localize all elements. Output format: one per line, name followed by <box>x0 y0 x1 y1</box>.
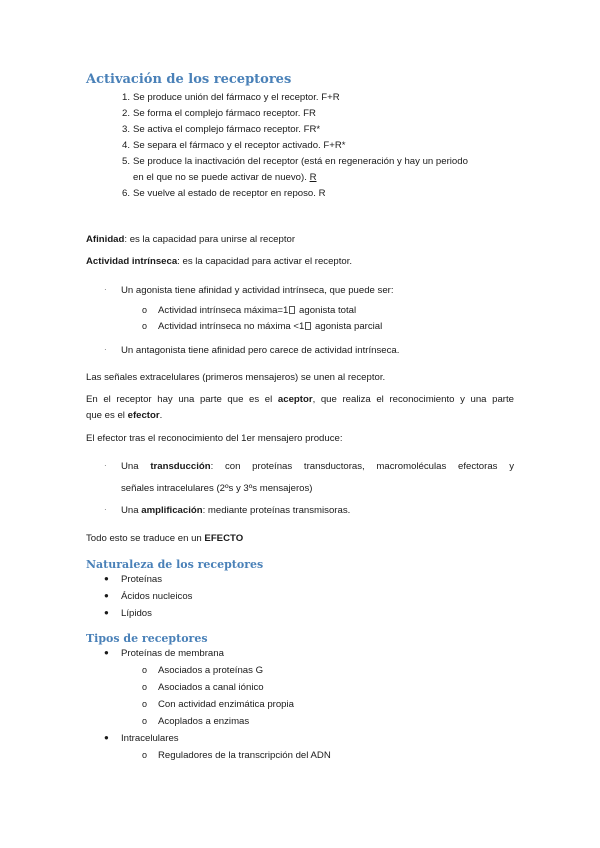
term-efector: efector <box>127 410 160 421</box>
sub-bullet-marker: o <box>142 305 148 315</box>
amp-pre: Una <box>121 505 139 516</box>
tipos-item-intracelulares: Intracelulares <box>121 733 179 744</box>
agonist-parcial <box>158 321 382 332</box>
membrana-subitem: Acoplados a enzimas <box>158 716 250 727</box>
definition-afinidad <box>86 234 514 245</box>
p2-a: En el receptor hay una parte que es el <box>86 394 273 405</box>
membrana-subitem: Asociados a proteínas G <box>158 665 264 676</box>
amplificacion-text <box>121 505 350 516</box>
membrana-subitem: Con actividad enzimática propia <box>158 699 294 710</box>
step-text-line2-main: en el que no se puede activar de nuevo). <box>133 172 307 183</box>
step-text: Se separa el fármaco y el receptor activado. F+R* <box>133 140 346 151</box>
step-text-line2 <box>133 172 317 183</box>
signals-paragraph-2-line1 <box>86 394 514 405</box>
section-title-naturaleza: Naturaleza de los receptores <box>86 558 264 571</box>
bullet-dot: ● <box>104 648 109 657</box>
sub-bullet-marker: o <box>142 321 148 331</box>
agonist-total-pre: Actividad intrínseca máxima=1 <box>158 305 289 316</box>
transduccion-line2: señales intracelulares (2ºs y 3ºs mensajeros) <box>121 483 313 494</box>
step-text: Se vuelve al estado de receptor en reposo. R <box>133 188 326 199</box>
bullet-dot: ● <box>104 574 109 583</box>
missing-glyph-box <box>289 306 295 314</box>
amp-text: : mediante proteínas transmisoras. <box>202 505 351 516</box>
p2-c: que es el <box>86 410 125 421</box>
term-aceptor: aceptor <box>277 394 313 405</box>
bullet-marker: · <box>104 461 107 470</box>
agonist-parcial-pre: Actividad intrínseca no máxima <1 <box>158 321 305 332</box>
naturaleza-item: Proteínas <box>121 574 163 585</box>
trans-pre: Una <box>121 461 139 472</box>
transduccion-line1 <box>121 461 514 472</box>
intracelulares-subitem: Reguladores de la transcripción del ADN <box>158 750 331 761</box>
naturaleza-item: Ácidos nucleicos <box>121 591 193 602</box>
membrana-subitem: Asociados a canal iónico <box>158 682 264 693</box>
step-text: Se activa el complejo fármaco receptor. FR* <box>133 124 321 135</box>
trans-text: : con proteínas transductoras, macromoléculas efectoras y <box>210 461 514 472</box>
bullet-marker: · <box>104 345 107 354</box>
section-title-activacion: Activación de los receptores <box>86 72 292 87</box>
agonist-total <box>158 305 356 316</box>
sub-bullet-marker: o <box>142 716 148 726</box>
definition-actividad-text: : es la capacidad para activar el receptor. <box>177 256 353 267</box>
bullet-marker: · <box>104 505 107 514</box>
effect-line <box>86 533 514 544</box>
step-number: 3. <box>121 124 130 135</box>
agonist-total-post: agonista total <box>299 305 357 316</box>
sub-bullet-marker: o <box>142 682 148 692</box>
term-amplificacion: amplificación <box>141 505 203 516</box>
signals-paragraph-2-line2 <box>86 410 514 421</box>
step-text: Se produce unión del fármaco y el receptor. F+R <box>133 92 340 103</box>
tipos-item-membrana: Proteínas de membrana <box>121 648 224 659</box>
effect-pre: Todo esto se traduce en un <box>86 533 202 544</box>
step-number: 5. <box>121 156 130 167</box>
p2-b: , que realiza el reconocimiento y una parte <box>312 394 515 405</box>
sub-bullet-marker: o <box>142 665 148 675</box>
term-transduccion: transducción <box>150 461 211 472</box>
signals-paragraph-3: El efector tras el reconocimiento del 1er mensajero produce: <box>86 433 343 444</box>
bullet-marker: · <box>104 285 107 294</box>
step-number: 2. <box>121 108 130 119</box>
step-number: 1. <box>121 92 130 103</box>
p2-d: . <box>159 410 163 421</box>
step-text-line1: Se produce la inactivación del receptor (está en regeneración y hay un periodo <box>133 156 468 167</box>
step-text: Se forma el complejo fármaco receptor. FR <box>133 108 316 119</box>
term-efecto: EFECTO <box>204 533 244 544</box>
term-actividad-intrinseca: Actividad intrínseca <box>86 256 178 267</box>
agonist-parcial-post: agonista parcial <box>315 321 383 332</box>
bullet-dot: ● <box>104 733 109 742</box>
step-number: 6. <box>121 188 130 199</box>
signals-paragraph-1: Las señales extracelulares (primeros mensajeros) se unen al receptor. <box>86 372 386 383</box>
bullet-dot: ● <box>104 591 109 600</box>
missing-glyph-box <box>305 322 311 330</box>
definition-actividad <box>86 256 514 267</box>
agonist-text: Un agonista tiene afinidad y actividad intrínseca, que puede ser: <box>121 285 394 296</box>
step-text-underlined: R <box>309 172 317 183</box>
section-title-tipos: Tipos de receptores <box>86 632 208 645</box>
naturaleza-item: Lípidos <box>121 608 152 619</box>
antagonist-text: Un antagonista tiene afinidad pero carece de actividad intrínseca. <box>121 345 400 356</box>
definition-afinidad-text: : es la capacidad para unirse al receptor <box>124 234 296 245</box>
bullet-dot: ● <box>104 608 109 617</box>
term-afinidad: Afinidad <box>86 234 125 245</box>
sub-bullet-marker: o <box>142 699 148 709</box>
sub-bullet-marker: o <box>142 750 148 760</box>
step-number: 4. <box>121 140 130 151</box>
